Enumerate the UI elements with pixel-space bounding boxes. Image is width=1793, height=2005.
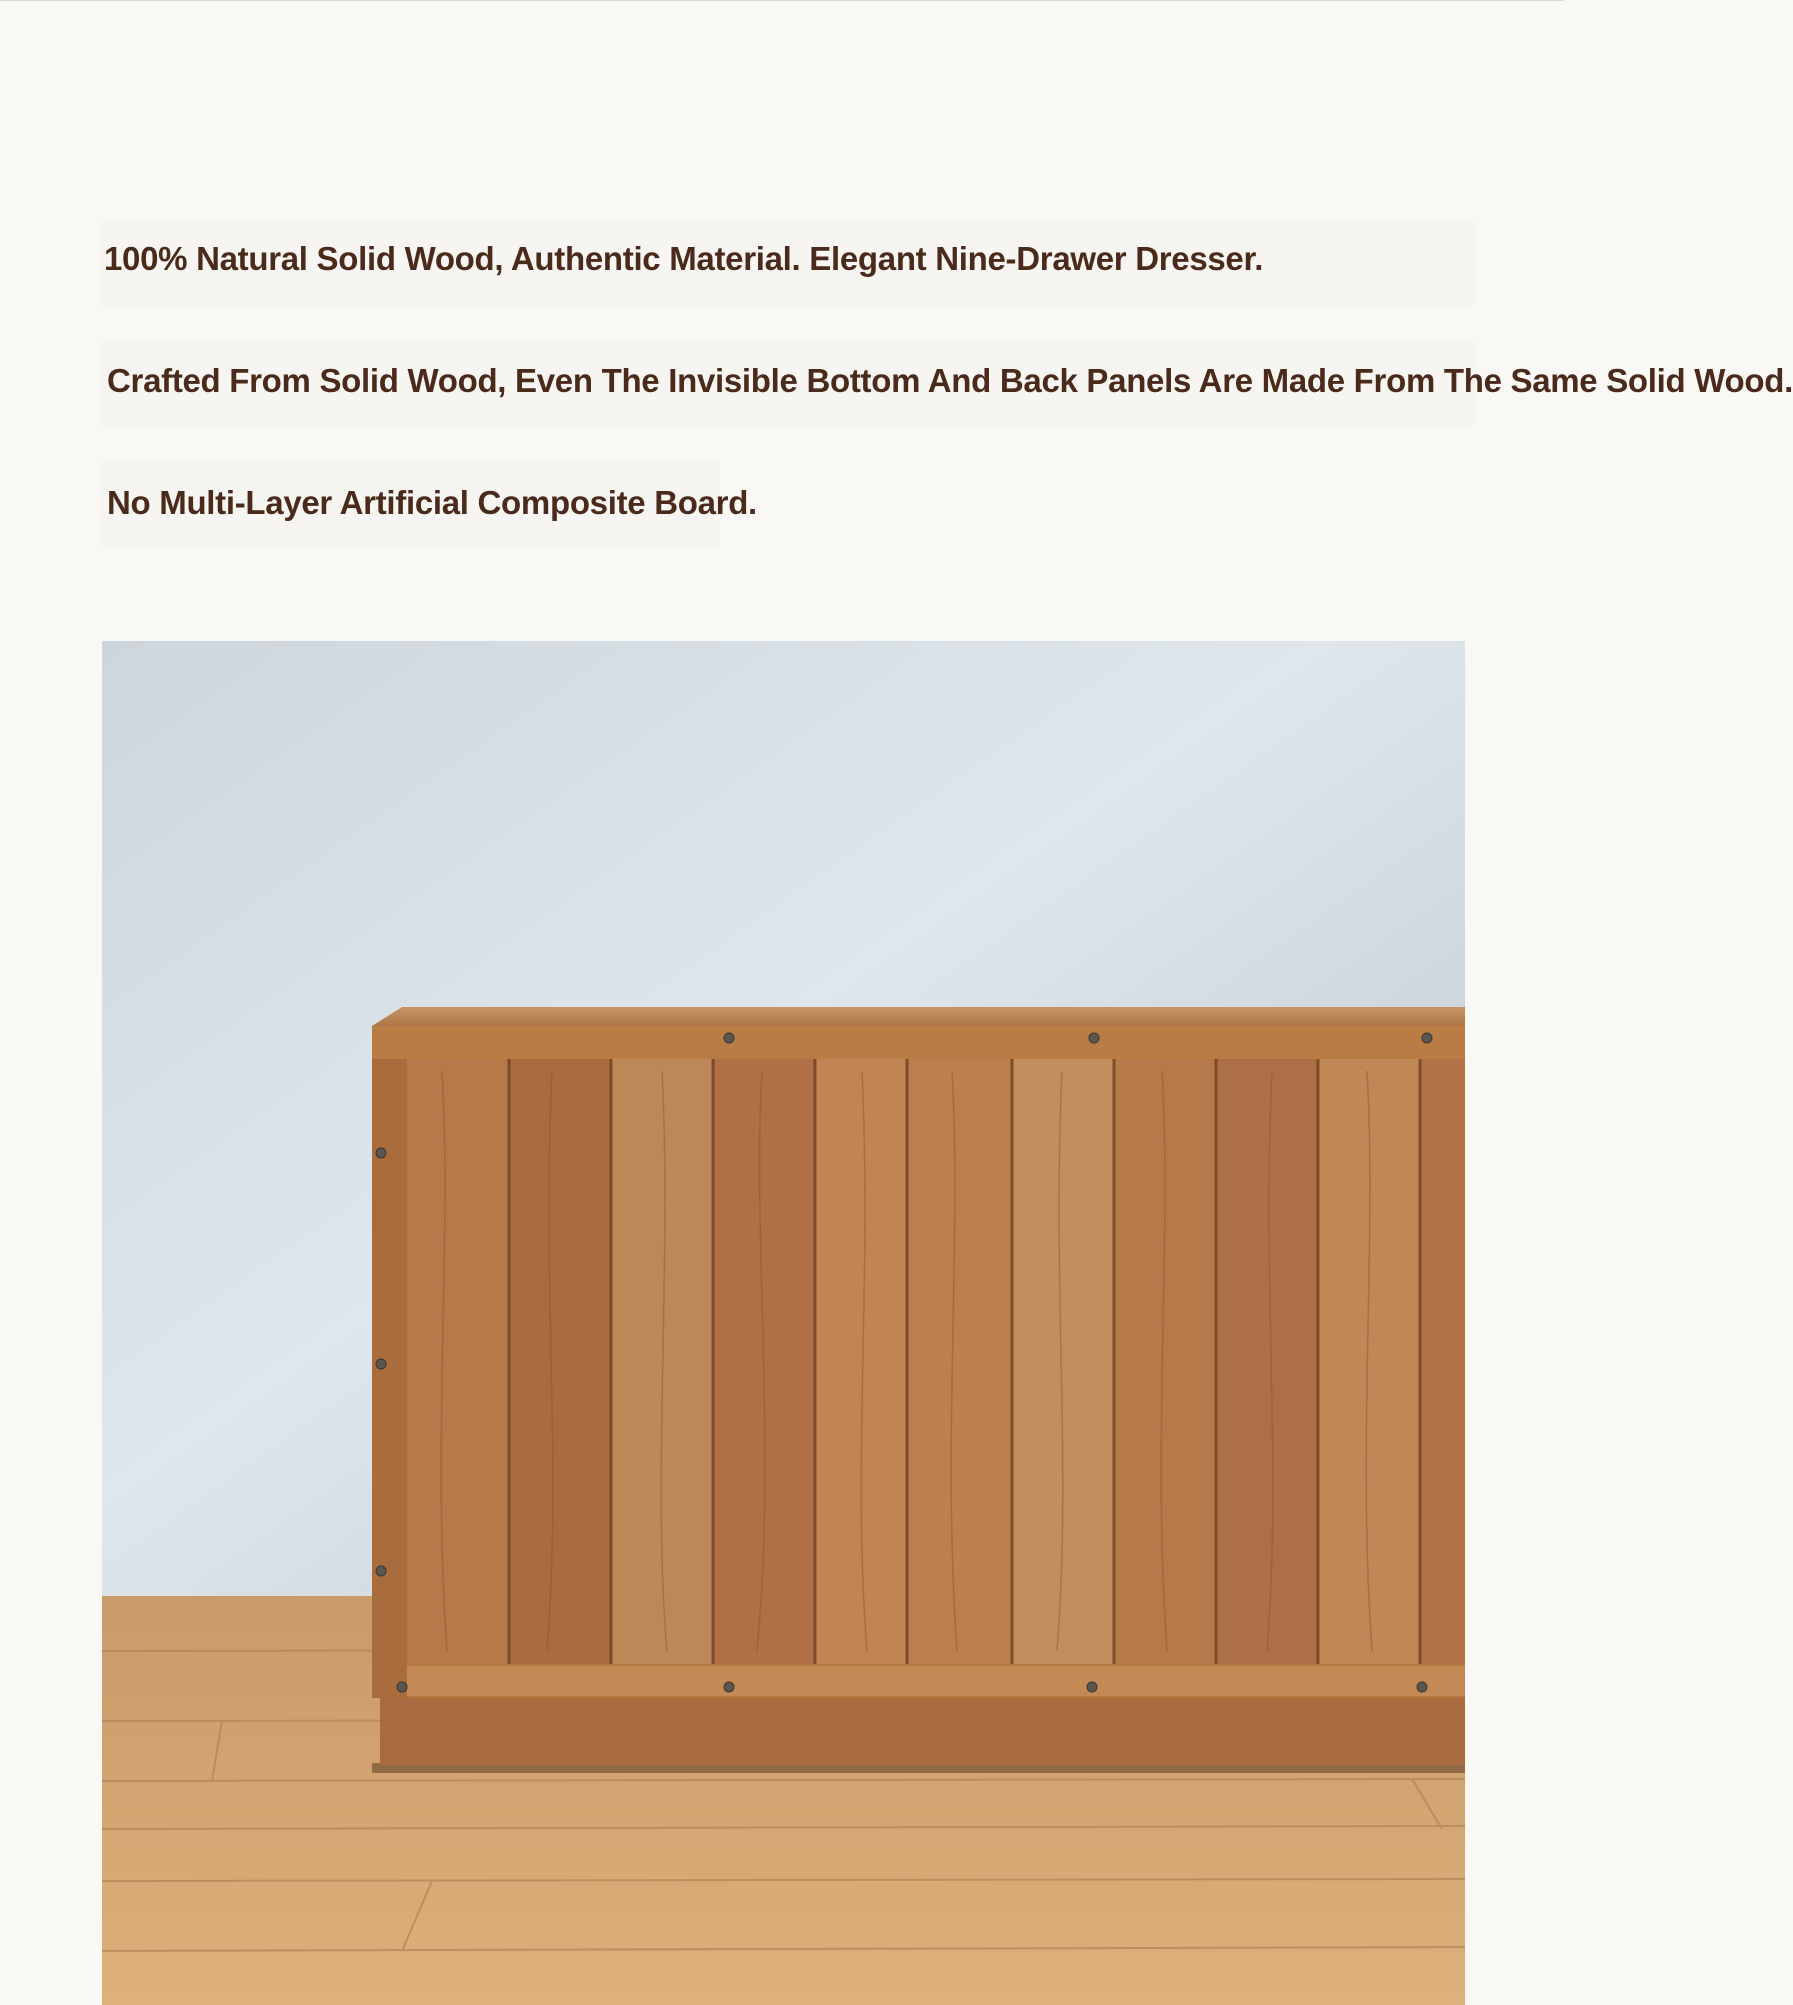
headline-solid-wood-panels: Crafted From Solid Wood, Even The Invisible Bottom And Back Panels Are Made From The Same Solid Wood.	[107, 362, 1793, 399]
cabinet-photo-illustration	[102, 641, 1465, 2005]
cabinet-plinth	[380, 1697, 1465, 1765]
product-photo	[102, 641, 1465, 2005]
headline-natural-wood: 100% Natural Solid Wood, Authentic Material. Elegant Nine-Drawer Dresser.	[104, 240, 1264, 277]
headline-no-composite-board: No Multi-Layer Artificial Composite Board.	[107, 484, 757, 521]
cabinet-bottom-rail	[374, 1666, 1465, 1696]
cabinet-planks	[407, 1059, 1465, 1664]
cabinet-top-rail	[372, 1026, 1465, 1059]
top-divider	[0, 0, 1564, 1]
